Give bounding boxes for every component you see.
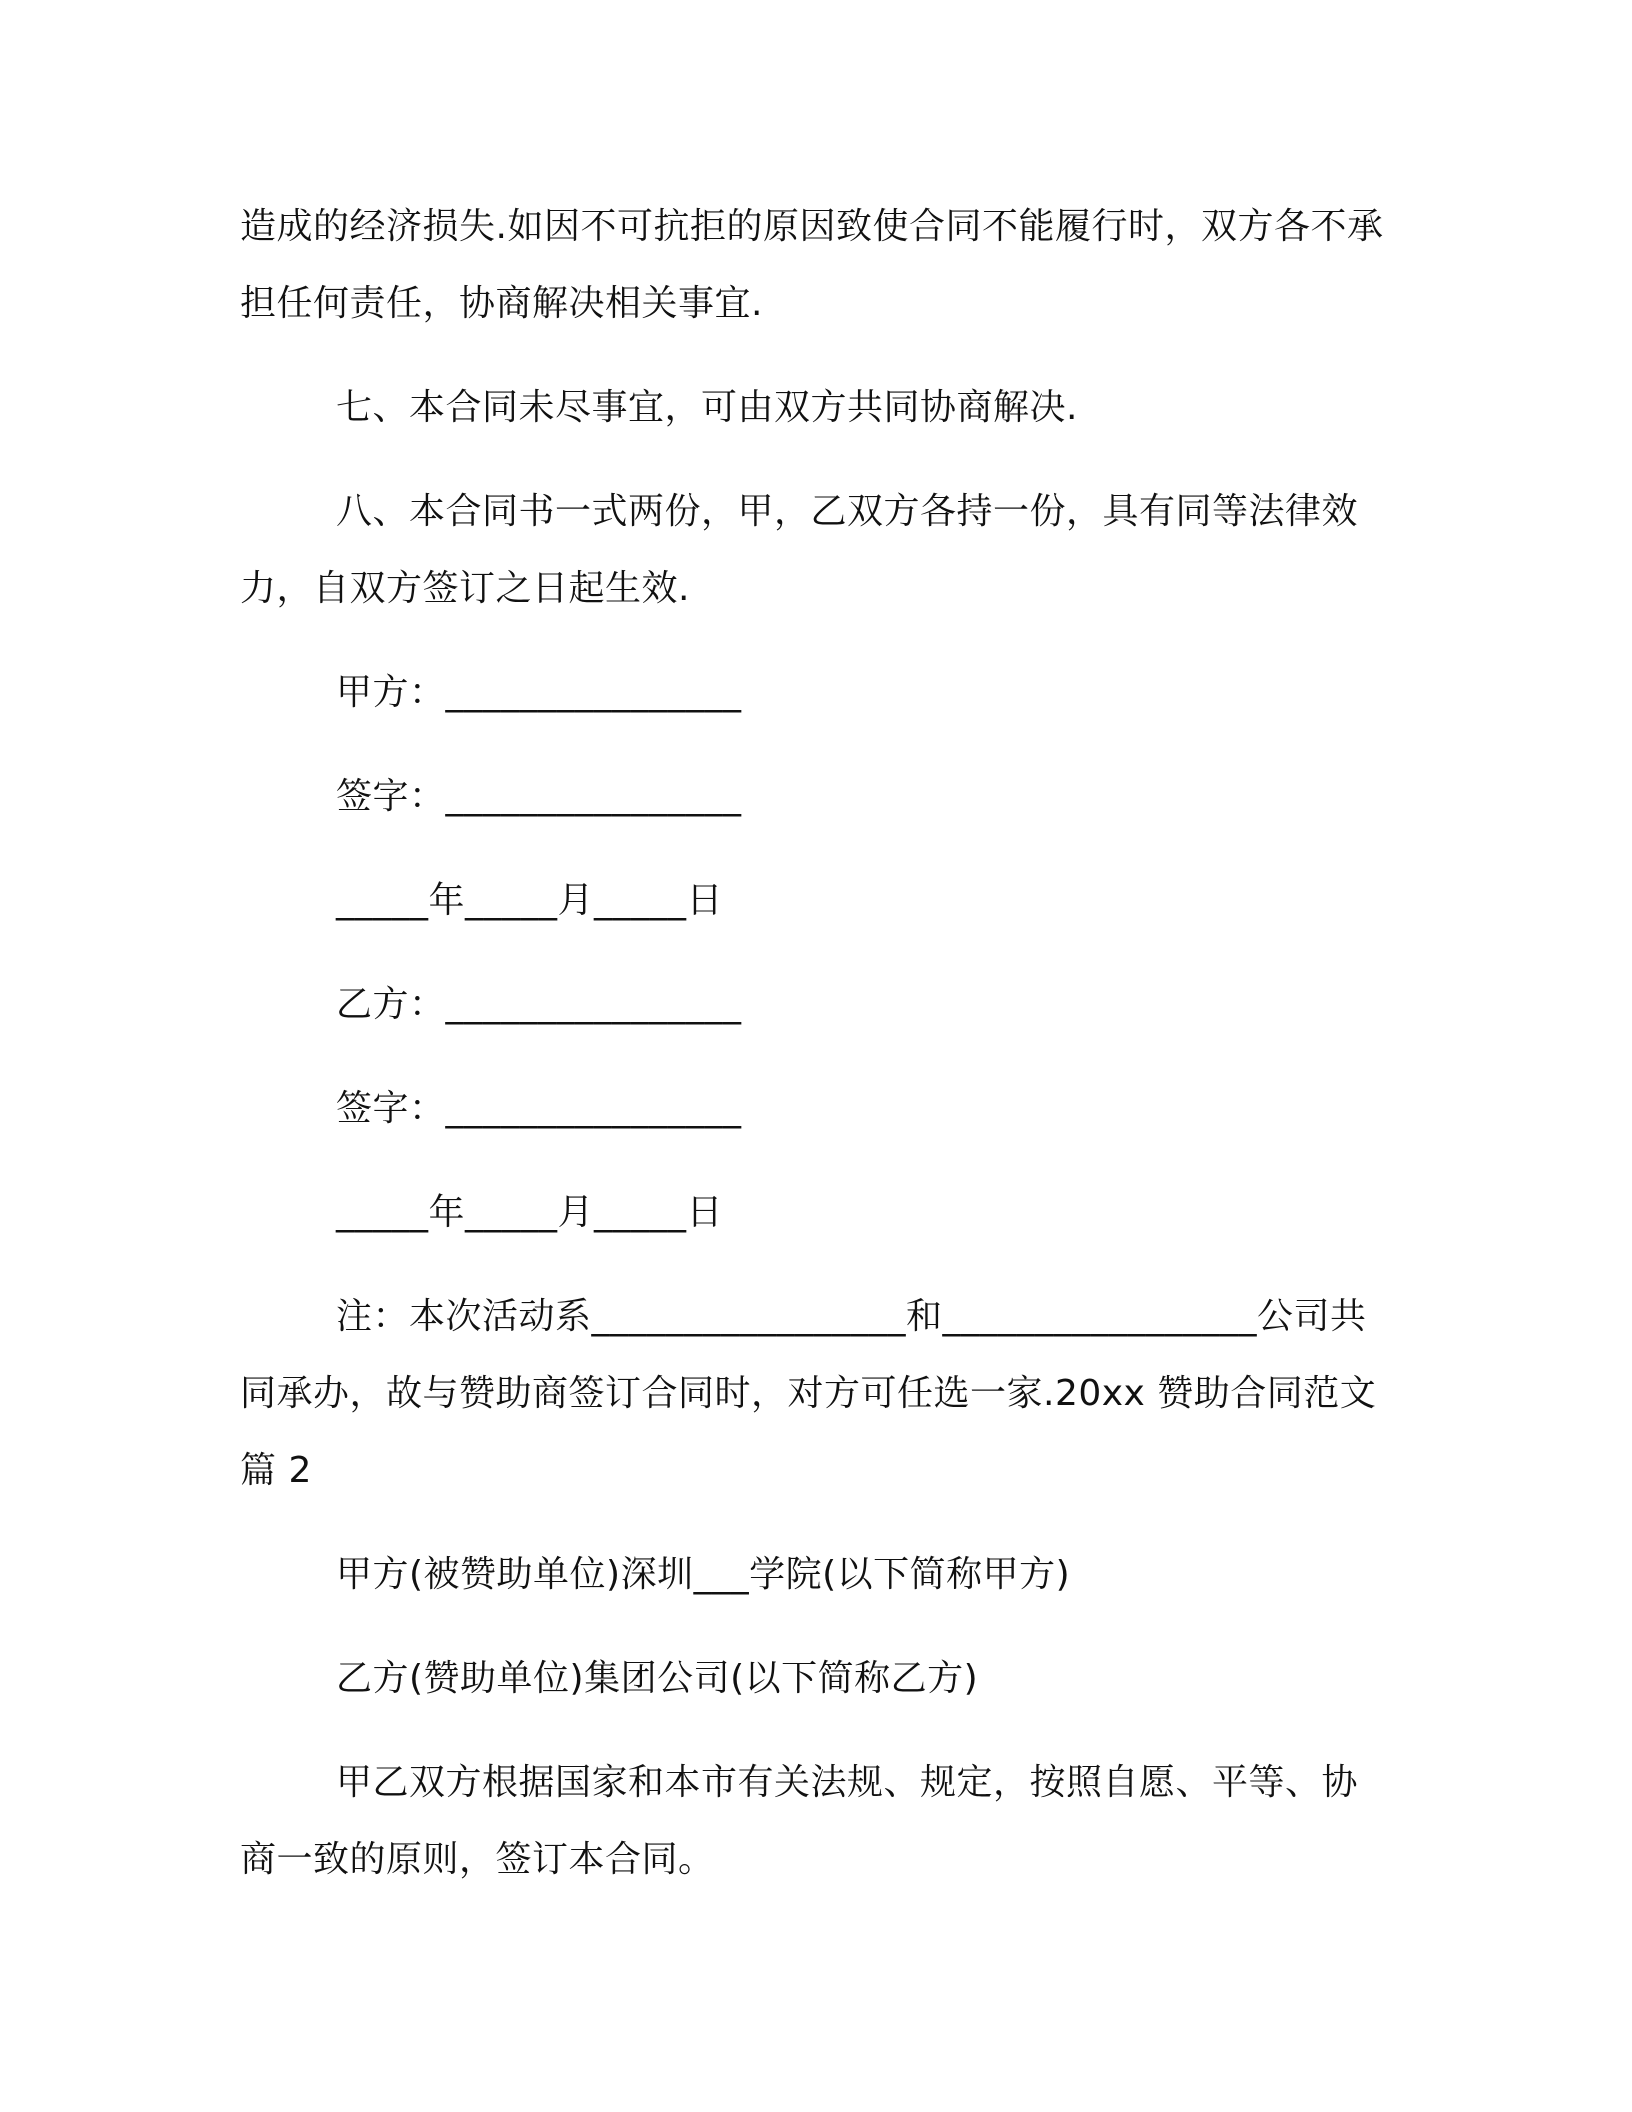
paragraph-agreement-basis: 甲乙双方根据国家和本市有关法规、规定，按照自愿、平等、协商一致的原则，签订本合同。 xyxy=(240,1762,1359,1880)
paragraph-clause-eight: 八、本合同书一式两份，甲，乙双方各持一份，具有同等法律效力，自双方签订之日起生效. xyxy=(240,491,1359,609)
party-a-signature-line: 签字：________________ xyxy=(336,776,742,817)
paragraph-liability: 造成的经济损失.如因不可抗拒的原因致使合同不能履行时，双方各不承担任何责任，协商解决相关事宜. xyxy=(240,206,1384,324)
document-body xyxy=(240,188,1390,1925)
paragraph-note: 注：本次活动系_________________和_________________公司共同承办，故与赞助商签订合同时，对方可任选一家.20xx 赞助合同范文 篇 2 xyxy=(240,1296,1377,1491)
party-b-signature-line: 签字：________________ xyxy=(336,1088,742,1129)
paragraph-party-a-intro: 甲方(被赞助单位)深圳___学院(以下简称甲方) xyxy=(336,1554,1071,1595)
paragraph-party-b-intro: 乙方(赞助单位)集团公司(以下简称乙方) xyxy=(336,1658,979,1699)
party-b-line: 乙方：________________ xyxy=(336,984,742,1025)
paragraph-clause-seven: 七、本合同未尽事宜，可由双方共同协商解决. xyxy=(336,387,1078,428)
party-a-date-line: _____年_____月_____日 xyxy=(336,880,724,921)
party-b-date-line: _____年_____月_____日 xyxy=(336,1192,724,1233)
party-a-line: 甲方：________________ xyxy=(336,672,742,713)
